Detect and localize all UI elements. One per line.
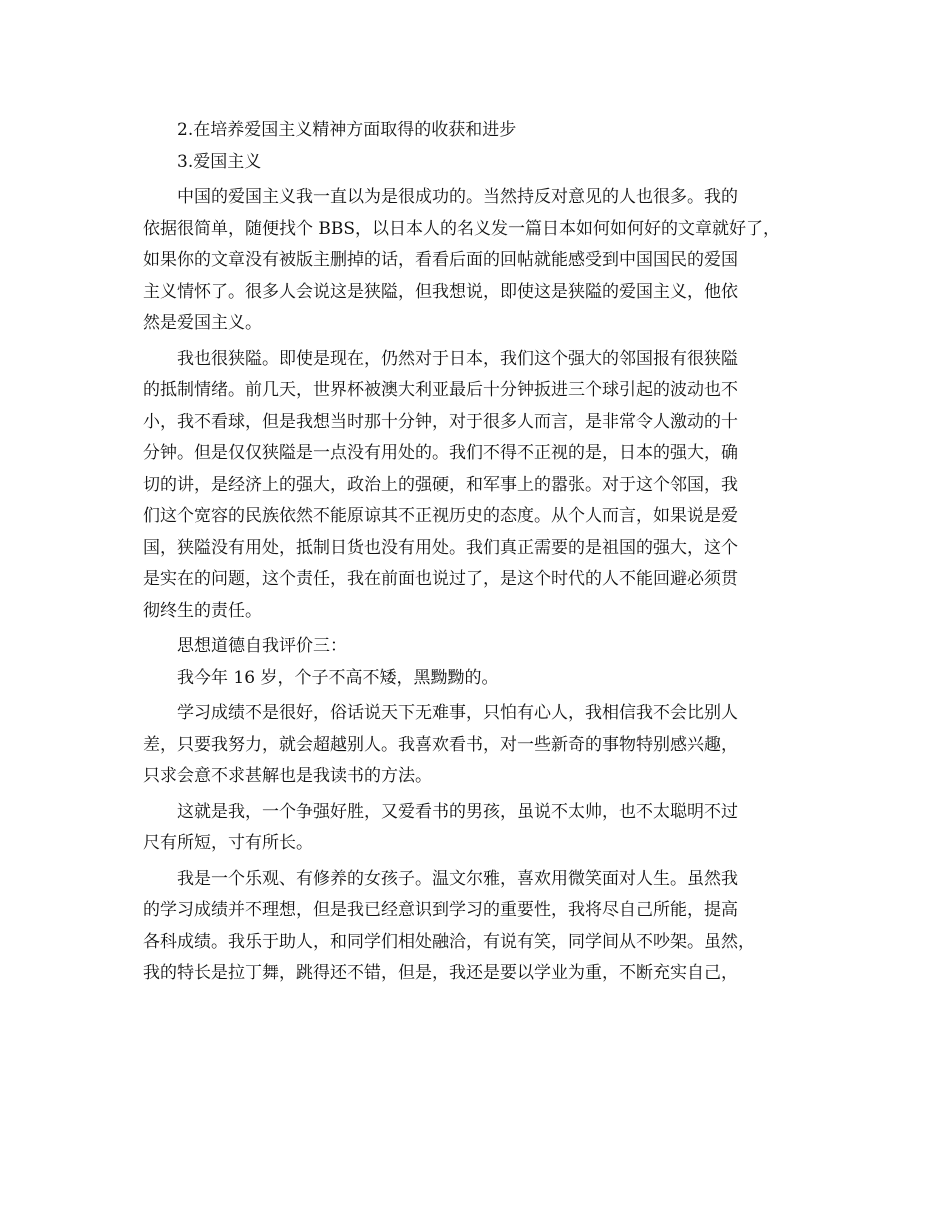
section-heading: 思想道德自我评价三： xyxy=(177,636,347,656)
paragraph-line: 是实在的问题，这个责任，我在前面也说过了，是这个时代的人不能回避必须贯 xyxy=(143,569,738,589)
paragraph-line: 我也很狭隘。即使是现在，仍然对于日本，我们这个强大的邻国报有很狭隘 xyxy=(177,348,738,369)
paragraph-line: 分钟。但是仅仅狭隘是一点没有用处的。我们不得不正视的是，日本的强大，确 xyxy=(143,443,738,463)
paragraph-line: 依据很简单，随便找个 BBS，以日本人的名义发一篇日本如何如何好的文章就好了， xyxy=(143,218,781,239)
paragraph-line: 各科成绩。我乐于助人，和同学们相处融洽，有说有笑，同学间从不吵架。虽然， xyxy=(143,931,755,952)
paragraph-line: 切的讲，是经济上的强大，政治上的强硬，和军事上的嚣张。对于这个邻国，我 xyxy=(143,474,738,495)
document-body xyxy=(143,115,833,990)
paragraph-line: 我今年 16 岁，个子不高不矮，黑黝黝的。 xyxy=(177,667,499,688)
paragraph-line: 主义情怀了。很多人会说这是狭隘，但我想说，即使这是狭隘的爱国主义，他依 xyxy=(143,281,738,302)
paragraph-line: 我是一个乐观、有修养的女孩子。温文尔雅，喜欢用微笑面对人生。虽然我 xyxy=(177,868,738,889)
paragraph-line: 学习成绩不是很好，俗话说天下无难事，只怕有心人，我相信我不会比别人 xyxy=(177,703,738,723)
paragraph-line: 尺有所短，寸有所长。 xyxy=(143,833,313,853)
paragraph-line: 的学习成绩并不理想，但是我已经意识到学习的重要性，我将尽自己所能，提高 xyxy=(143,900,738,920)
paragraph-line: 这就是我，一个争强好胜，又爱看书的男孩，虽说不太帅，也不太聪明不过 xyxy=(177,801,738,822)
paragraph-line: 中国的爱国主义我一直以为是很成功的。当然持反对意见的人也很多。我的 xyxy=(177,187,738,207)
paragraph-line: 彻终生的责任。 xyxy=(143,600,262,621)
paragraph-line: 国，狭隘没有用处，抵制日货也没有用处。我们真正需要的是祖国的强大，这个 xyxy=(143,537,738,558)
paragraph-line: 我的特长是拉丁舞，跳得还不错，但是，我还是要以学业为重，不断充实自己， xyxy=(143,963,738,983)
paragraph-line: 如果你的文章没有被版主删掉的话，看看后面的回帖就能感受到中国国民的爱国 xyxy=(143,250,738,270)
section-heading: 3.爱国主义 xyxy=(177,151,262,172)
paragraph-line: 只求会意不求甚解也是我读书的方法。 xyxy=(143,766,432,786)
paragraph-line: 差，只要我努力，就会超越别人。我喜欢看书，对一些新奇的事物特别感兴趣， xyxy=(143,734,738,755)
paragraph-line: 的抵制情绪。前几天，世界杯被澳大利亚最后十分钟扳进三个球引起的波动也不 xyxy=(143,380,738,400)
paragraph-line: 然是爱国主义。 xyxy=(143,313,262,333)
paragraph-line: 们这个宽容的民族依然不能原谅其不正视历史的态度。从个人而言，如果说是爱 xyxy=(143,506,738,526)
list-item-heading: 2.在培养爱国主义精神方面取得的收获和进步 xyxy=(177,120,517,140)
paragraph-line: 小，我不看球，但是我想当时那十分钟，对于很多人而言，是非常令人激动的十 xyxy=(143,411,738,432)
